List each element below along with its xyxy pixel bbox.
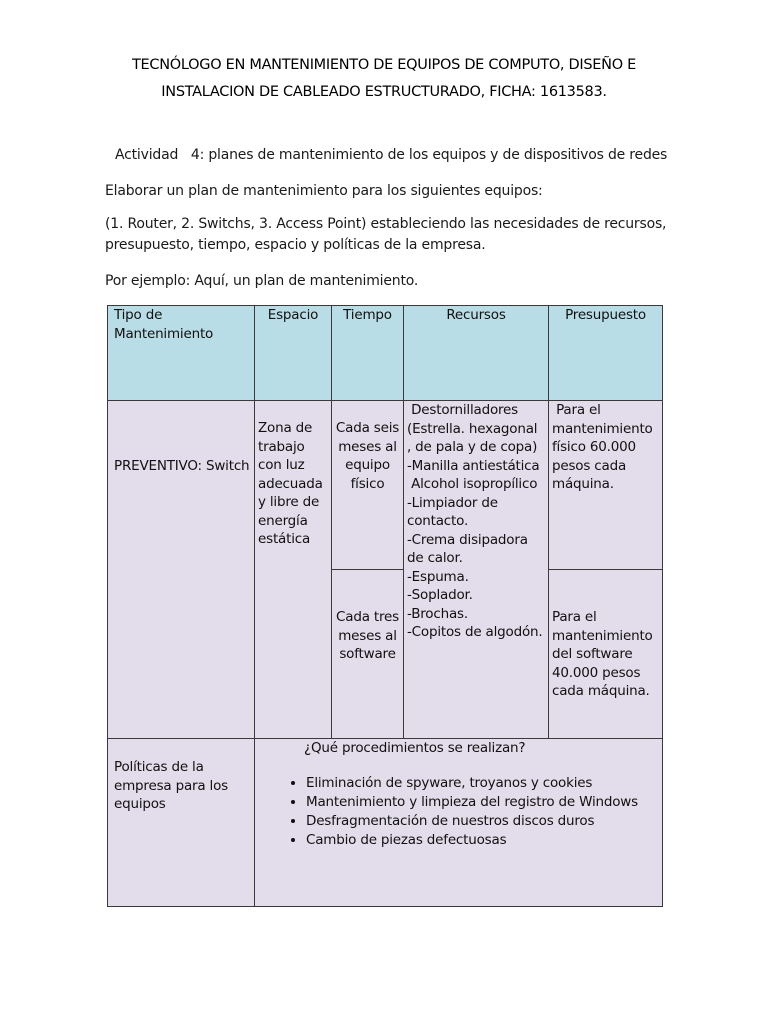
policies-label: Políticas de la empresa para los equipos [114,759,228,812]
header-presupuesto: Presupuesto [549,306,663,401]
table-row-preventivo-1 [108,401,663,570]
recurso-item: -Crema disipadora de calor. [407,531,528,566]
maintenance-plan-table [107,305,663,907]
list-item: • Mantenimiento y limpieza del registro de Windows [306,793,659,812]
cell-presupuesto-software [549,570,663,739]
equipment-text: (1. Router, 2. Switchs, 3. Access Point) estableciendo las necesidades de recursos, presupuesto, tiempo, espacio y políticas de la empresa. [105,216,667,253]
activity-text: Actividad 4: planes de mantenimiento de los equipos y de dispositivos de redes [115,147,668,163]
instruction-text: Elaborar un plan de mantenimiento para los siguientes equipos: [105,183,543,199]
list-item: • Cambio de piezas defectuosas [306,831,659,850]
presupuesto-software-text: Para el mantenimiento del software 40.000 pesos cada máquina. [552,609,653,699]
cell-tiempo-fisico [332,401,404,570]
tiempo-software-text: Cada tres meses al software [336,609,399,662]
cell-tiempo-software [332,570,404,739]
procedures-list [258,774,659,850]
example-text: Por ejemplo: Aquí, un plan de mantenimiento. [105,273,419,289]
cell-presupuesto-fisico [549,401,663,570]
cell-policies-label [108,739,255,907]
recurso-item: Destornilladores (Estrella. hexagonal , de pala y de copa) [407,402,542,455]
title-line-2: INSTALACION DE CABLEADO ESTRUCTURADO, FICHA: 1613583. [161,84,607,100]
header-tipo: Tipo de Mantenimiento [108,306,255,401]
tipo-text: PREVENTIVO: Switch [114,458,250,474]
recurso-item: -Brochas. [407,605,468,622]
recurso-item: -Soplador. [407,587,473,603]
cell-policies-content [255,739,663,907]
cell-recursos [404,401,549,739]
cell-tipo [108,401,255,739]
presupuesto-fisico-text: Para el mantenimiento físico 60.000 pesos cada máquina. [552,402,657,492]
recurso-item: -Manilla antiestática [407,457,540,474]
title-line-1: TECNÓLOGO EN MANTENIMIENTO DE EQUIPOS DE COMPUTO, DISEÑO E [132,57,636,73]
header-tiempo: Tiempo [332,306,404,401]
list-item: • Eliminación de spyware, troyanos y cookies [306,774,659,793]
recurso-item: Alcohol isopropílico [407,476,538,492]
header-recursos: Recursos [404,306,549,401]
table-row-policies [108,739,663,907]
table-header-row [108,306,663,401]
cell-espacio [255,401,332,739]
policies-question: ¿Qué procedimientos se realizan? [304,740,526,756]
recurso-item: -Limpiador de contacto. [407,494,498,529]
list-item: • Desfragmentación de nuestros discos duros [306,812,659,831]
document-title [60,52,708,106]
espacio-text: Zona de trabajo con luz adecuada y libre de energía estática [258,420,323,547]
recurso-item: -Espuma. [407,568,469,585]
recurso-item: -Copitos de algodón. [407,624,543,640]
header-espacio: Espacio [255,306,332,401]
tiempo-fisico-text: Cada seis meses al equipo físico [335,420,400,492]
